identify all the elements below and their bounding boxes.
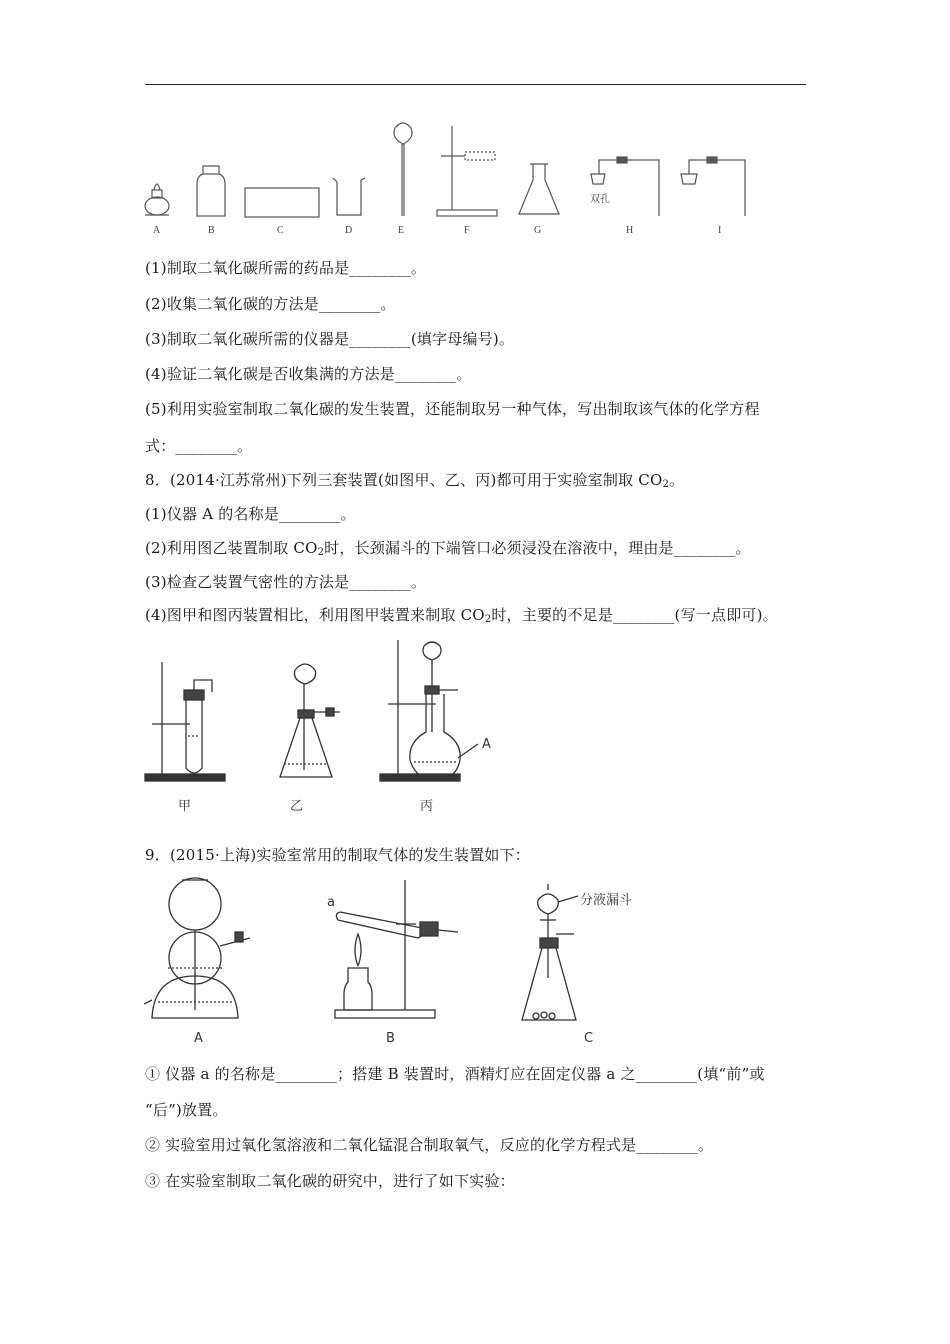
long-neck-funnel-e: [394, 123, 412, 216]
trough-c: [245, 188, 319, 217]
q9-line-2: “后”)放置。: [145, 1101, 228, 1119]
fig1-label-d: D: [345, 225, 353, 236]
q8-title: 8．(2014·江苏常州)下列三套装置(如图甲、乙、丙)都可用于实验室制取 $CO_2$。: [145, 471, 685, 490]
q8-line-1: (1)仪器 A 的名称是________。: [145, 505, 356, 523]
conical-flask-g: [519, 164, 559, 214]
header-rule: [145, 84, 806, 85]
fig1-label-e: E: [398, 225, 405, 236]
q7-line-3: (3)制取二氧化碳所需的仪器是________(填字母编号)。: [145, 330, 515, 348]
stopper-tube-h: [591, 157, 659, 216]
fig2-label-bing: 丙: [420, 799, 434, 814]
q8-line-4: (4)图甲和图丙装置相比，利用图甲装置来制取 $CO_2$时，主要的不足是________(写一点即可)。: [145, 606, 778, 625]
fig3-label-a: A: [194, 1031, 203, 1046]
fig1-label-a: A: [153, 225, 161, 236]
fig1-label-b: B: [208, 225, 215, 236]
q9-line-4: ③ 在实验室制取二氧化碳的研究中，进行了如下实验：: [145, 1172, 515, 1190]
q9-line-3: ② 实验室用过氧化氢溶液和二氧化锰混合制取氧气，反应的化学方程式是________。: [145, 1136, 714, 1154]
fig1-label-f: F: [464, 225, 470, 236]
q7-line-1: (1)制取二氧化碳所需的药品是________。: [145, 259, 427, 277]
q9-title: 9．(2015·上海)实验室常用的制取气体的发生装置如下：: [145, 846, 530, 864]
fig3-label-c: C: [584, 1031, 594, 1046]
fig1-label-g: G: [534, 225, 542, 236]
apparatus-yi: [280, 664, 340, 777]
stopper-tube-i: [681, 157, 745, 216]
fig2-label-yi: 乙: [290, 799, 304, 814]
kipps-apparatus-a: [144, 878, 250, 1018]
q7-line-5: (5)利用实验室制取二氧化碳的发生装置，还能制取另一种气体，写出制取该气体的化学方程: [145, 400, 760, 418]
q7-line-2: (2)收集二氧化碳的方法是________。: [145, 295, 396, 313]
fig1-label-c: C: [277, 225, 284, 236]
iron-stand-f: [437, 126, 497, 216]
heating-setup-b: [335, 880, 458, 1018]
q7-line-4: (4)验证二氧化碳是否收集满的方法是________。: [145, 365, 472, 383]
fig3-letter-a: a: [327, 895, 335, 910]
beaker-d: [333, 178, 365, 215]
apparatus-figure-3: [140, 870, 680, 1050]
separating-funnel-c: [522, 884, 578, 1020]
fig3-label-b: B: [386, 1031, 395, 1046]
q7-line-6: 式：________。: [145, 437, 253, 455]
separating-funnel-label: 分液漏斗: [580, 893, 633, 908]
gas-bottle-b: [197, 166, 225, 216]
double-hole-note: 双孔: [590, 194, 610, 205]
apparatus-jia: [145, 662, 225, 781]
fig2-label-jia: 甲: [178, 799, 192, 814]
apparatus-figure-1: [135, 118, 775, 238]
q9-line-1: ① 仪器 a 的名称是________；搭建 B 装置时，酒精灯应在固定仪器 a 之________(填“前”或: [145, 1065, 765, 1083]
fig1-label-i: I: [718, 225, 722, 236]
alcohol-lamp-a: [145, 184, 169, 215]
fig2-letter-a: A: [482, 737, 491, 752]
q8-line-3: (3)检查乙装置气密性的方法是________。: [145, 573, 427, 591]
fig1-label-h: H: [626, 225, 634, 236]
apparatus-bing: [380, 640, 478, 781]
q8-line-2: (2)利用图乙装置制取 $CO_2$时，长颈漏斗的下端管口必须浸没在溶液中，理由是________。: [145, 539, 751, 558]
apparatus-figure-2: [140, 632, 520, 822]
